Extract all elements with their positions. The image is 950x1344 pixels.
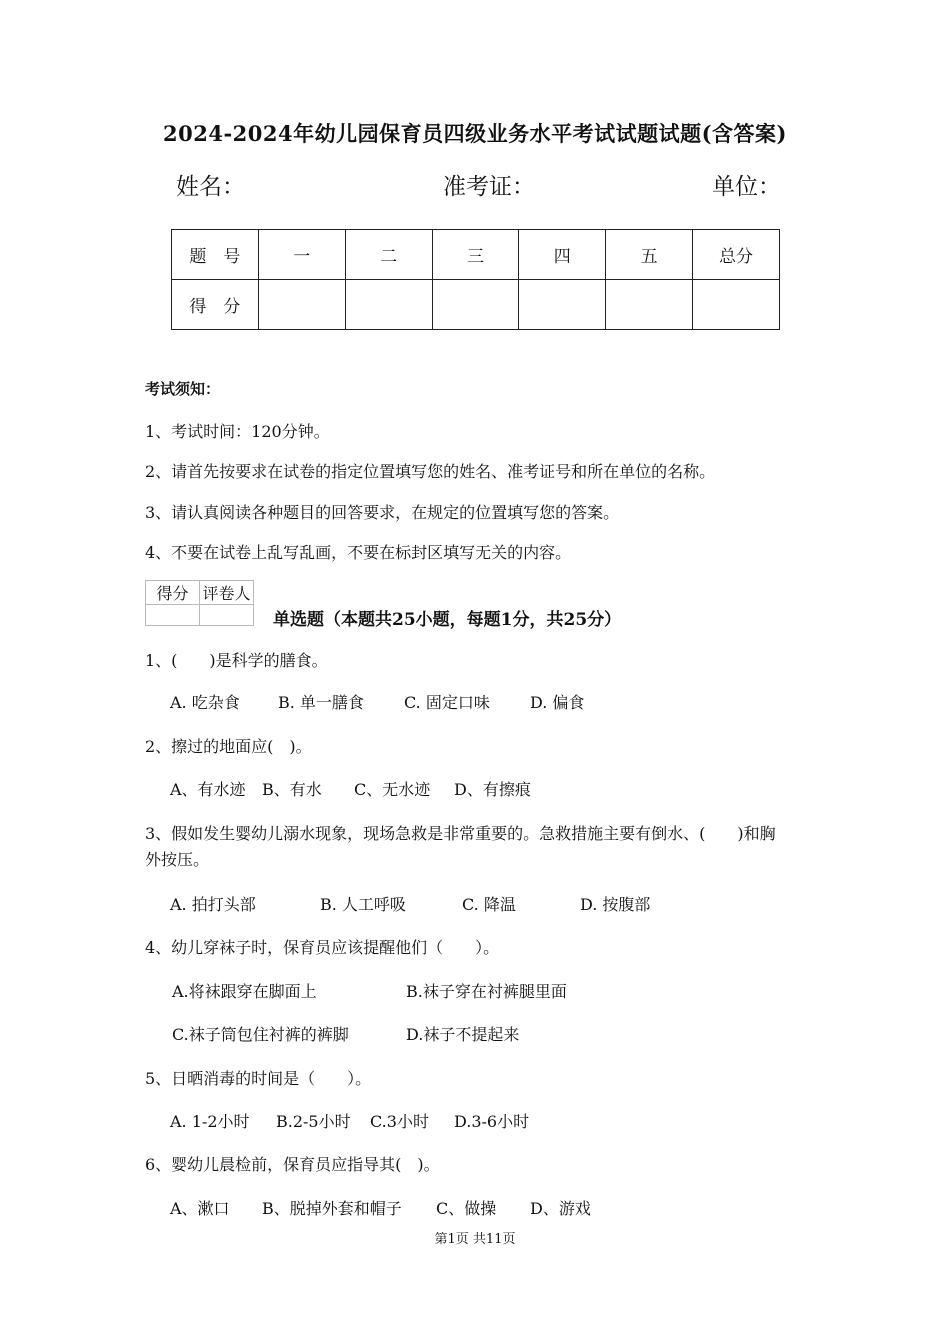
score-header-cell: 四 [519, 230, 606, 280]
score-cell[interactable] [258, 280, 345, 330]
score-cell[interactable] [519, 280, 606, 330]
option[interactable]: D、有擦痕 [454, 780, 531, 799]
score-row-label: 得 分 [172, 280, 259, 330]
option[interactable]: B、脱掉外套和帽子 [262, 1199, 402, 1218]
option[interactable]: B. 单一膳食 [278, 693, 364, 712]
page-footer: 第1页 共11页 [434, 1232, 516, 1247]
score-cell[interactable] [606, 280, 693, 330]
option[interactable]: C. 固定口味 [404, 693, 490, 712]
option[interactable]: B. 人工呼吸 [320, 895, 406, 914]
exam-id-label: 准考证： [443, 174, 535, 200]
question-text: 6、婴幼儿晨检前，保育员应指导其( )。 [145, 1155, 440, 1174]
score-header-cell: 三 [432, 230, 519, 280]
score-header-cell: 总分 [693, 230, 780, 280]
score-header-cell: 二 [345, 230, 432, 280]
option[interactable]: D.3-6小时 [454, 1112, 530, 1131]
name-label: 姓名： [176, 174, 245, 200]
notice-item: 1、考试时间：120分钟。 [145, 422, 330, 441]
question-text: 5、日晒消毒的时间是（ ）。 [145, 1069, 372, 1088]
notice-item: 2、请首先按要求在试卷的指定位置填写您的姓名、准考证号和所在单位的名称。 [145, 462, 716, 481]
question-text: 1、( )是科学的膳食。 [145, 651, 328, 670]
option[interactable]: A. 拍打头部 [170, 895, 256, 914]
grader-box [145, 580, 254, 626]
grader-score-cell[interactable] [146, 605, 200, 626]
option[interactable]: D. 按腹部 [580, 895, 651, 914]
notice-heading: 考试须知： [145, 380, 221, 398]
grader-reviewer-cell[interactable] [200, 605, 254, 626]
score-header-cell: 五 [606, 230, 693, 280]
question-text: 3、假如发生婴幼儿溺水现象，现场急救是非常重要的。急救措施主要有倒水、( )和胸 [145, 824, 776, 843]
option[interactable]: D.袜子不提起来 [406, 1025, 520, 1044]
score-table-score-row [172, 280, 780, 330]
option[interactable]: D、游戏 [530, 1199, 591, 1218]
score-cell[interactable] [693, 280, 780, 330]
score-table [171, 229, 780, 330]
grader-score-label: 得分 [146, 581, 200, 605]
option[interactable]: B.2-5小时 [276, 1112, 351, 1131]
option[interactable]: A、漱口 [170, 1199, 230, 1218]
question-text: 2、擦过的地面应( )。 [145, 737, 312, 756]
option[interactable]: C.3小时 [370, 1112, 429, 1131]
notice-item: 3、请认真阅读各种题目的回答要求，在规定的位置填写您的答案。 [145, 503, 620, 522]
question-text-continued: 外按压。 [145, 850, 210, 869]
grader-reviewer-label: 评卷人 [200, 581, 254, 605]
option[interactable]: C. 降温 [462, 895, 516, 914]
option[interactable]: C.袜子筒包住衬裤的裤脚 [172, 1025, 349, 1044]
option[interactable]: C、做操 [436, 1199, 497, 1218]
score-cell[interactable] [432, 280, 519, 330]
notice-item: 4、不要在试卷上乱写乱画，不要在标封区填写无关的内容。 [145, 543, 572, 562]
option[interactable]: C、无水迹 [354, 780, 431, 799]
option[interactable]: A. 吃杂食 [170, 693, 240, 712]
option[interactable]: A.将袜跟穿在脚面上 [172, 982, 317, 1001]
option[interactable]: B、有水 [262, 780, 322, 799]
option[interactable]: A、有水迹 [170, 780, 246, 799]
section-title: 单选题（本题共25小题，每题1分，共25分） [273, 610, 622, 630]
option[interactable]: B.袜子穿在衬裤腿里面 [406, 982, 567, 1001]
option[interactable]: D. 偏食 [530, 693, 585, 712]
unit-label: 单位： [712, 174, 781, 200]
score-table-header-row [172, 230, 780, 280]
page-title: 2024-2024年幼儿园保育员四级业务水平考试试题试题(含答案) [163, 121, 787, 146]
question-text: 4、幼儿穿袜子时，保育员应该提醒他们（ ）。 [145, 938, 500, 957]
score-header-cell: 题 号 [172, 230, 259, 280]
score-cell[interactable] [345, 280, 432, 330]
score-header-cell: 一 [258, 230, 345, 280]
option[interactable]: A. 1-2小时 [170, 1112, 250, 1131]
